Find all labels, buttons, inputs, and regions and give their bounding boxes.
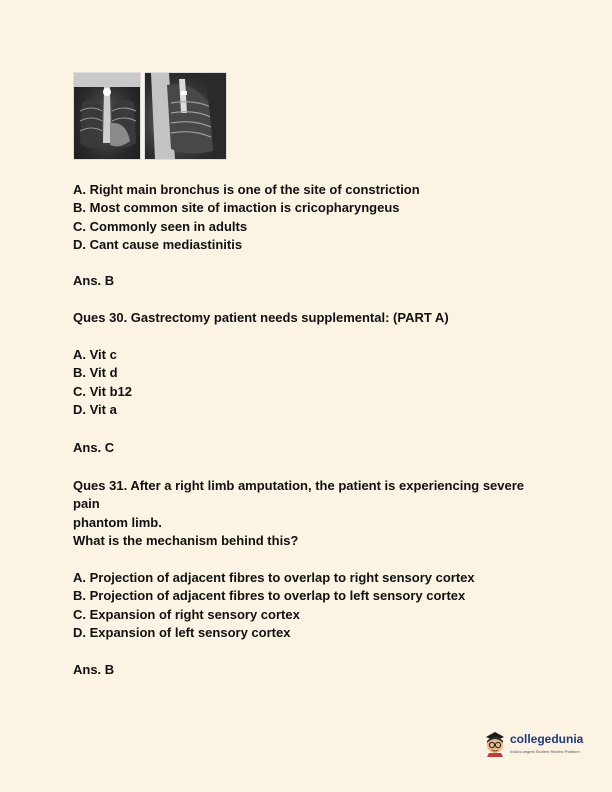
q29-option-c: C. Commonly seen in adults [73, 218, 248, 234]
q31-line-3: phantom limb. [73, 514, 162, 530]
q31-option-a: A. Projection of adjacent fibres to overlap to right sensory cortex [73, 570, 475, 585]
q31-line-2: pain [73, 496, 100, 512]
question-29-options [73, 181, 420, 254]
mascot-icon [483, 729, 507, 757]
chest-xray-frontal-image [73, 72, 141, 160]
q31-answer: Ans. B [73, 662, 115, 677]
q30-option-b: B. Vit d [73, 365, 118, 381]
q30-option-d: D. Vit a [73, 401, 117, 417]
question-31-text [73, 477, 524, 550]
q31-option-d: D. Expansion of left sensory cortex [73, 624, 291, 640]
q29-option-d: D. Cant cause mediastinitis [73, 236, 243, 252]
q31-option-c: C. Expansion of right sensory cortex [73, 606, 300, 622]
q29-option-b: B. Most common site of imaction is cricopharyngeus [73, 200, 400, 216]
logo-tagline: India's largest Student Review Platform [510, 749, 580, 754]
question-30-text: Ques 30. Gastrectomy patient needs supplemental: (PART A) [73, 310, 449, 325]
q30-option-a: A. Vit c [73, 347, 117, 362]
q30-answer: Ans. C [73, 440, 115, 455]
question-30-options [73, 346, 132, 419]
question-31-options [73, 569, 475, 642]
q31-option-b: B. Projection of adjacent fibres to overlap to left sensory cortex [73, 588, 466, 604]
q29-option-a: A. Right main bronchus is one of the site of constriction [73, 182, 420, 197]
q30-option-c: C. Vit b12 [73, 383, 133, 399]
chest-xray-lateral-image [144, 72, 227, 160]
q31-line-1: Ques 31. After a right limb amputation, the patient is experiencing severe [73, 478, 525, 493]
q29-answer: Ans. B [73, 273, 115, 288]
xray-images [73, 72, 225, 158]
collegedunia-logo [483, 729, 587, 759]
q31-line-4: What is the mechanism behind this? [73, 532, 299, 548]
logo-wordmark: collegedunia [510, 732, 584, 746]
